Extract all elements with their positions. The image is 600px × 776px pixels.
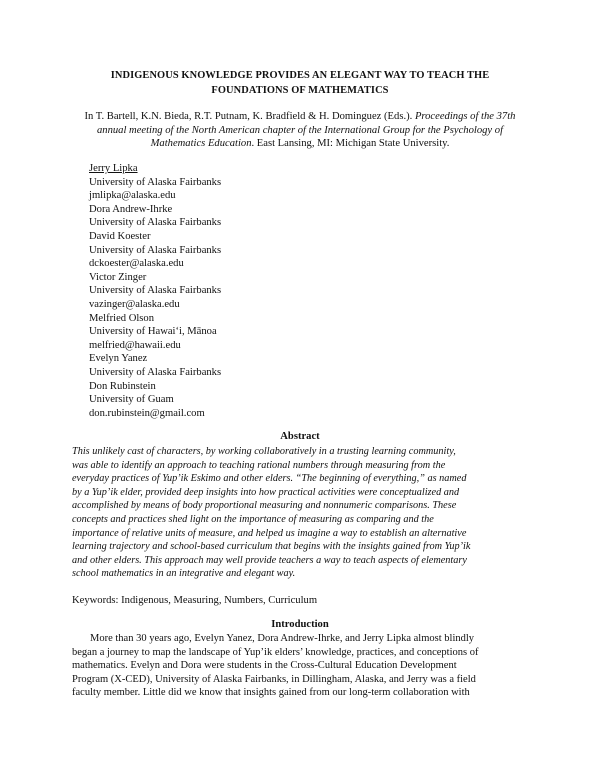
abstract-heading: Abstract <box>280 431 320 442</box>
author-line: University of Alaska Fairbanks <box>89 244 222 256</box>
introduction-line: Program (X-CED), University of Alaska Fairbanks, in Dillingham, Alaska, and Jerry was a field <box>72 673 476 685</box>
author-list <box>89 162 221 420</box>
author-line: University of Hawaiʻi, Mānoa <box>89 326 217 338</box>
citation-editors: In T. Bartell, K.N. Bieda, R.T. Putnam, K. Bradfield & H. Dominguez (Eds.). <box>84 111 415 122</box>
author-line: Dora Andrew-Ihrke <box>89 203 173 215</box>
author-line: University of Guam <box>89 394 174 406</box>
abstract-line: learning trajectory and school-based curriculum that begins with the insights gained from Yup’ik <box>72 541 471 553</box>
abstract-body <box>72 445 531 581</box>
abstract-line: accomplished by means of body proportional measuring and nonnumeric comparisons. These <box>72 500 457 512</box>
author-line: Jerry Lipka <box>89 163 138 174</box>
introduction-body <box>72 632 532 700</box>
introduction-line: mathematics. Evelyn and Dora were students in the Cross-Cultural Education Development <box>72 660 457 672</box>
author-line: jmlipka@alaska.edu <box>89 190 176 202</box>
author-line: Don Rubinstein <box>89 380 156 392</box>
introduction-line: More than 30 years ago, Evelyn Yanez, Dora Andrew-Ihrke, and Jerry Lipka almost blindly <box>90 633 475 644</box>
abstract-line: everyday practices of Yup’ik Eskimo and other elders. “The beginning of everything,” as named <box>72 473 467 485</box>
author-line: vazinger@alaska.edu <box>89 298 180 310</box>
author-line: don.rubinstein@gmail.com <box>89 407 205 419</box>
citation <box>72 110 528 151</box>
keywords: Keywords: Indigenous, Measuring, Numbers, Curriculum <box>72 595 318 606</box>
citation-publisher: . East Lansing, MI: Michigan State University. <box>251 138 450 150</box>
citation-proceedings: Proceedings of the 37th annual meeting of the North American chapter of the International Group for the Psychology of Mathematics Education <box>96 111 516 150</box>
abstract-line: This unlikely cast of characters, by working collaboratively in a trusting learning community, <box>72 446 456 457</box>
title-line-2: FOUNDATIONS OF MATHEMATICS <box>211 85 389 96</box>
abstract-line: by a Yup’ik elder, provided deep insights into how practical activities were conceptualized and <box>72 486 460 498</box>
introduction-heading: Introduction <box>271 619 329 630</box>
author-line: dckoester@alaska.edu <box>89 258 184 270</box>
author-line: Victor Zinger <box>89 271 147 283</box>
abstract-line: and other elders. This approach may well provide teachers a way to teach aspects of elementary <box>72 554 467 566</box>
abstract-line: importance of relative units of measure, and helped us imagine a way to establish an alternative <box>72 527 467 539</box>
abstract-line: was able to identify an approach to teaching rational numbers through measuring from the <box>72 459 446 471</box>
author-line: Melfried Olson <box>89 312 155 324</box>
paper-title <box>60 68 540 98</box>
author-line: University of Alaska Fairbanks <box>89 366 222 378</box>
author-line: Evelyn Yanez <box>89 353 148 365</box>
author-line: David Koester <box>89 230 151 242</box>
author-line: melfried@hawaii.edu <box>89 339 181 351</box>
title-line-1: INDIGENOUS KNOWLEDGE PROVIDES AN ELEGANT WAY TO TEACH THE <box>110 70 490 81</box>
abstract-line: school mathematics in an integrative and elegant way. <box>72 568 296 580</box>
author-line: University of Alaska Fairbanks <box>89 217 222 229</box>
author-line: University of Alaska Fairbanks <box>89 176 222 188</box>
introduction-line: faculty member. Little did we know that insights gained from our long-term collaboration with <box>72 687 470 699</box>
abstract-line: concepts and practices shed light on the importance of measuring as comparing and the <box>72 513 434 525</box>
author-line: University of Alaska Fairbanks <box>89 285 222 297</box>
introduction-line: began a journey to map the landscape of Yup’ik elders’ knowledge, practices, and conceptions of <box>72 646 479 658</box>
